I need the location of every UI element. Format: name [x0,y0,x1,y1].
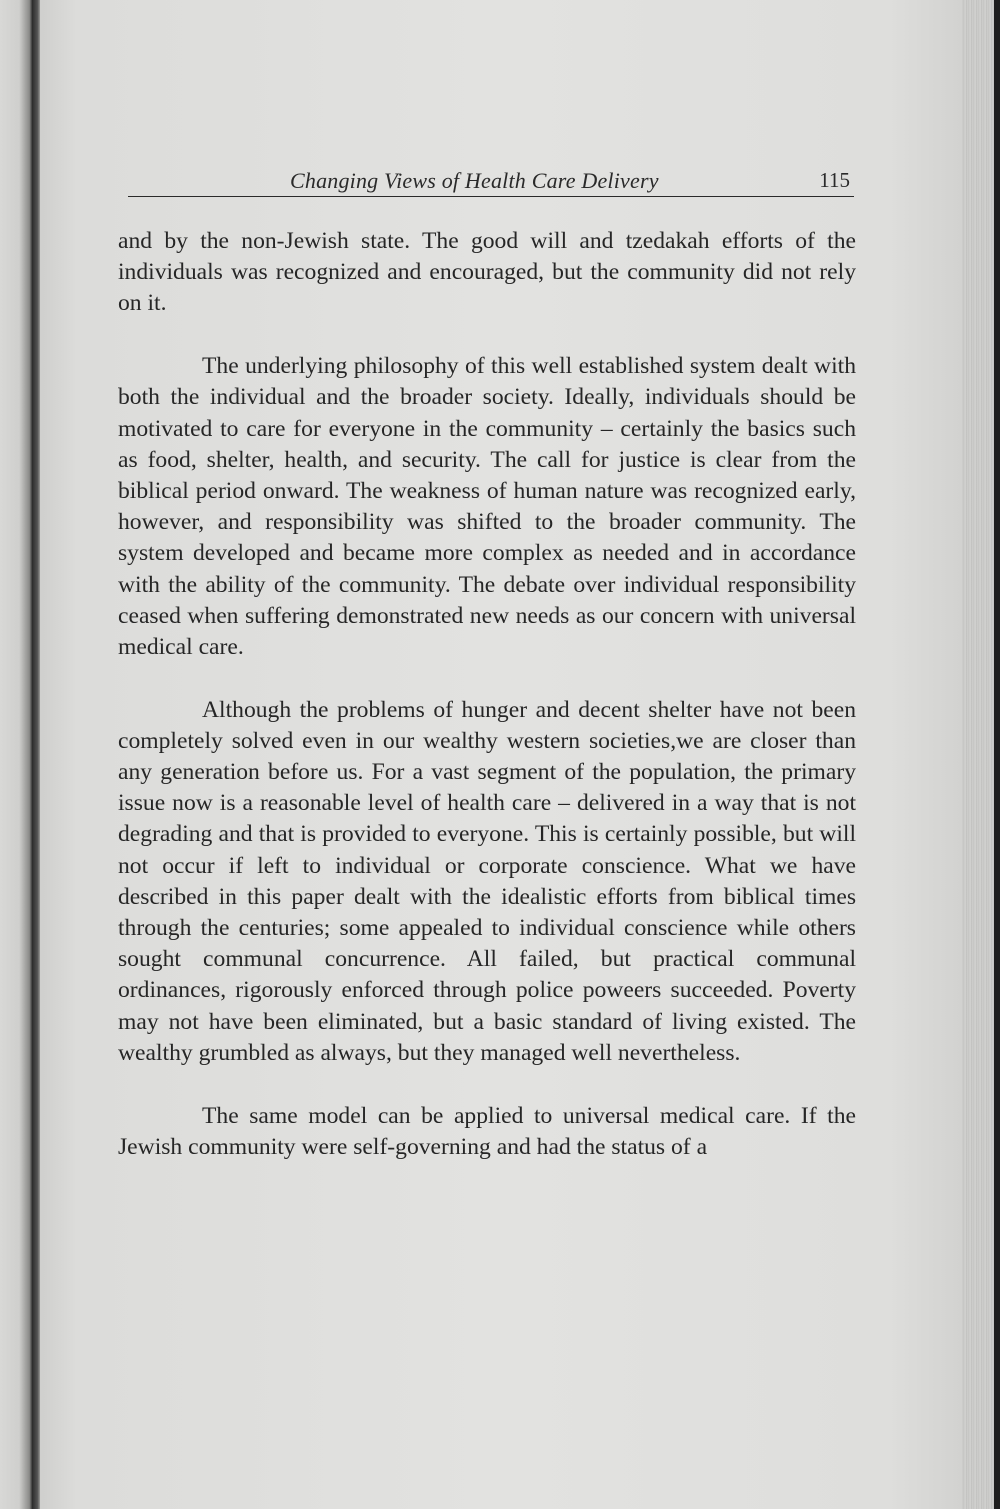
paragraph-1: and by the non-Jewish state. The good will and tzedakah efforts of the individuals was recognized and encouraged, but the community did not rely on it. [118,228,856,317]
running-header [128,168,854,197]
paragraph-4: The same model can be applied to universal medical care. If the Jewish community were self-governing and had the status of a [118,1102,856,1160]
page-stack-edges [962,0,1000,1509]
running-title: Changing Views of Health Care Delivery [290,168,659,193]
body-text [118,226,856,1163]
paragraph-3: Although the problems of hunger and decent shelter have not been completely solved even in our wealthy western societies,we are closer than any generation before us. For a vast segment of the population, the primary issue now is a reasonable level of health care – delivered in a way that is not degrading and that is provided to everyone. This is certainly possible, but will not occur if left to individual or corporate conscience. What we have described in this paper dealt with the idealistic efforts from biblical times through the centuries; some appealed to individual conscience while others sought communal concurrence. All failed, but practical communal ordinances, rigorously enforced through police poweers succeeded. Poverty may not have been eliminated, but a basic standard of living existed. The wealthy grumbled as always, but they managed well nevertheless. [118,696,856,1066]
paragraph-2: The underlying philosophy of this well established system dealt with both the individual and the broader society. Ideally, individuals should be motivated to care for everyone in the community – certainly the basics such as food, shelter, health, and security. The call for justice is clear from the biblical period onward. The weakness of human nature was recognized early, however, and responsibility was shifted to the broader community. The system developed and became more complex as needed and in accordance with the ability of the community. The debate over individual responsibility ceased when suffering demonstrated new needs as our concern with universal medical care. [118,353,856,660]
page-number: 115 [819,168,850,192]
book-gutter [32,0,40,1509]
left-page-edge [0,0,32,1509]
